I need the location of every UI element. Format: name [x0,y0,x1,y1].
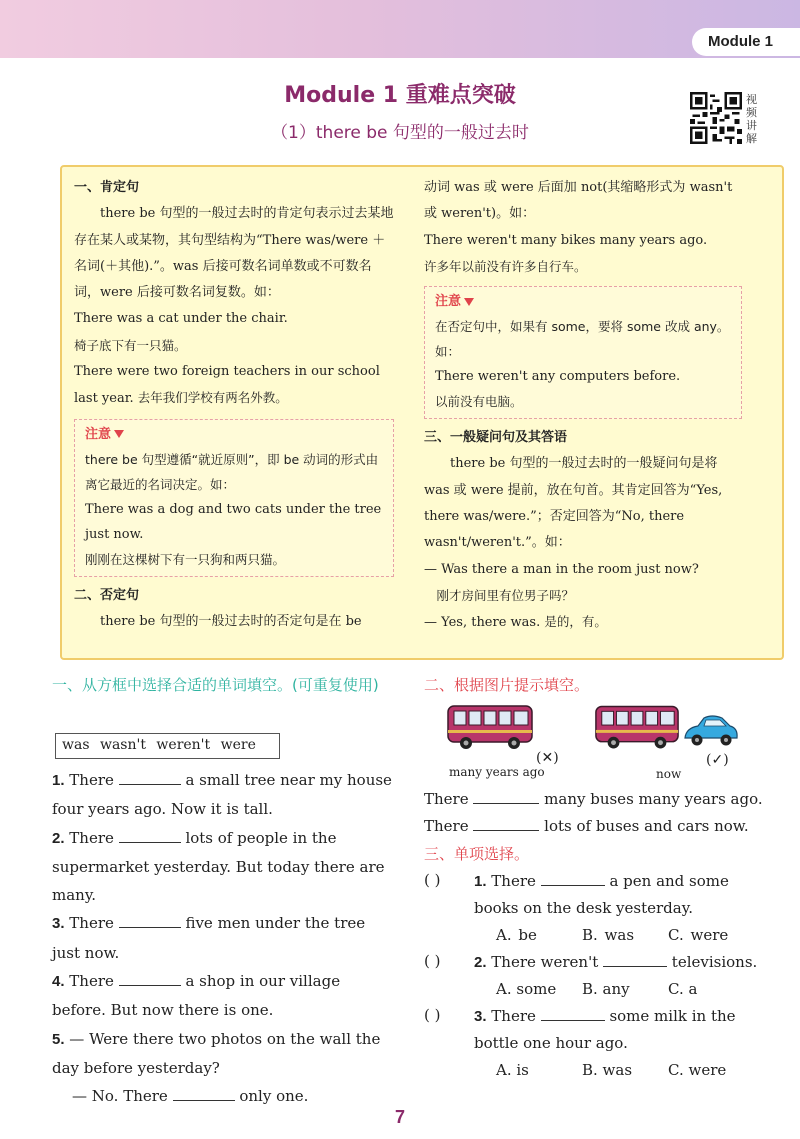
exercise-2-title: 二、根据图片提示填空。 [424,676,590,694]
answer-blank[interactable] [173,1087,235,1101]
options: A. some B. any C. a [496,980,698,998]
exercise-1-item: 3. There five men under the tree just now. [52,914,366,962]
answer-blank[interactable] [119,972,181,986]
answer-blank[interactable] [541,1007,605,1021]
header-band [0,0,800,58]
note-1-example-en: There was a dog and two cats under the tree just now. [85,501,382,542]
answer-paren[interactable]: ( ) [424,952,441,970]
check-mark: (✓) [706,752,729,768]
note-label-2: 注意 [435,294,462,310]
answer-example-en: — Yes, there was. [424,615,541,631]
triangle-down-icon [114,430,124,438]
affirmative-heading: 一、肯定句 [74,180,140,195]
affirmative-text: there be 句型的一般过去时的肯定句表示过去某地存在某人或某物，其句型结构为“There was/were ＋名词(＋其他).”。was 后接可数名词单数或不可数名词，were 后接可数名词复数。如： [74,206,394,301]
negative-text-cont: 动词 was 或 were 后面加 not(其缩略形式为 wasn't 或 weren't)。如： [424,180,733,222]
exercise-3-title: 三、单项选择。 [424,845,530,863]
cross-mark: (✕) [536,750,559,766]
answer-blank[interactable] [119,829,181,843]
answer-example [424,609,742,636]
bus-icon [444,702,536,752]
note-1-example-cn: 刚刚在这棵树下有一只狗和两只猫。 [85,551,286,567]
exercise-1-list [52,766,394,1111]
note-label-1: 注意 [85,426,112,442]
note-1-text: there be 句型遵循“就近原则”，即 be 动词的形式由离它最近的名词决定。如： [85,451,379,492]
answer-blank[interactable] [541,872,605,886]
question-example-cn: 刚才房间里有位男子吗？ [436,587,575,603]
negative-text-start: there be 句型的一般过去时的否定句是在 be [100,613,362,629]
answer-blank[interactable] [119,771,181,785]
exercise-1-item: 2. There lots of people in the supermarket yesterday. But today there are many. [52,828,385,905]
note-2-text: 在否定句中，如果有 some，要将 some 改成 any。如： [435,319,730,360]
options: A. is B. was C. were [496,1061,727,1079]
exercise-1-item: 1. There a small tree near my house four years ago. Now it is tall. [52,771,392,819]
qr-code-icon[interactable] [690,92,742,144]
exercise-3-item: 1. There a pen and some books on the desk yesterday. A. be B. was C. were [474,868,764,949]
exercise-1-item: 5. — Were there two photos on the wall the day before yesterday? [52,1029,381,1077]
answer-blank[interactable] [119,914,181,928]
negative-example-en: There weren't many bikes many years ago. [424,232,708,248]
answer-blank[interactable] [473,790,539,804]
affirmative-example-1-en: There was a cat under the chair. [74,311,288,327]
exercise-3-item: 2. There weren't televisions. A. some B. any C. a [474,949,764,1003]
answer-example-cn: 是的，有。 [544,614,607,630]
note-2-example-cn: 以前没有电脑。 [435,394,523,410]
note-2-example-en: There weren't any computers before. [435,369,681,385]
exercise-2-sentence: There lots of buses and cars now. [424,817,749,835]
negative-example-cn: 许多年以前没有许多自行车。 [424,258,587,274]
page-subtitle: （1）there be 句型的一般过去时 [271,123,529,143]
bus-icon [592,702,682,752]
exercise-1-item-5-answer: — No. There only one. [72,1087,309,1106]
exercise-3-item: 3. There some milk in the bottle one hour ago. A. is B. was C. were [474,1003,764,1084]
answer-blank[interactable] [473,817,539,831]
page-number: 7 [394,1107,405,1127]
negative-heading: 二、否定句 [74,587,140,603]
exercise-1-item: 4. There a shop in our village before. But now there is one. [52,972,341,1020]
options: A. be B. was C. were [496,926,729,944]
caption-now: now [656,767,682,781]
qr-label: 视频讲解 [746,93,757,145]
note-box-1 [74,419,394,577]
word-box: was wasn't weren't were [55,733,280,759]
exercise-1-title: 一、从方框中选择合适的单词填空。(可重复使用) [52,676,379,694]
affirmative-example-1-cn: 椅子底下有一只猫。 [74,337,187,353]
answer-paren[interactable]: ( ) [424,871,441,889]
question-heading: 三、一般疑问句及其答语 [424,430,568,446]
question-example-en: — Was there a man in the room just now? [424,561,699,577]
affirmative-example-2-cn: 去年我们学校有两名外教。 [137,390,288,406]
grammar-left-column [74,175,394,635]
note-box-2 [424,286,742,419]
module-tag: Module 1 [692,28,800,56]
answer-paren[interactable]: ( ) [424,1006,441,1024]
page-title: Module 1 重难点突破 [284,83,516,108]
triangle-down-icon [464,298,474,306]
question-text: there be 句型的一般过去时的一般疑问句是将 was 或 were 提前，放在句首。其肯定回答为“Yes, there was/were.”；否定回答为“No, there wasn't/weren't.”。如： [424,456,723,551]
affirmative-example-2: There were two foreign teachers in our school last year. 去年我们学校有两名外教。 [74,364,380,407]
exercise-2-list [424,786,769,840]
answer-blank[interactable] [603,953,667,967]
grammar-right-column [424,175,742,637]
grammar-box [60,165,784,660]
exercise-2-sentence: There many buses many years ago. [424,790,763,808]
car-icon [682,712,740,750]
caption-past: many years ago [449,765,545,779]
